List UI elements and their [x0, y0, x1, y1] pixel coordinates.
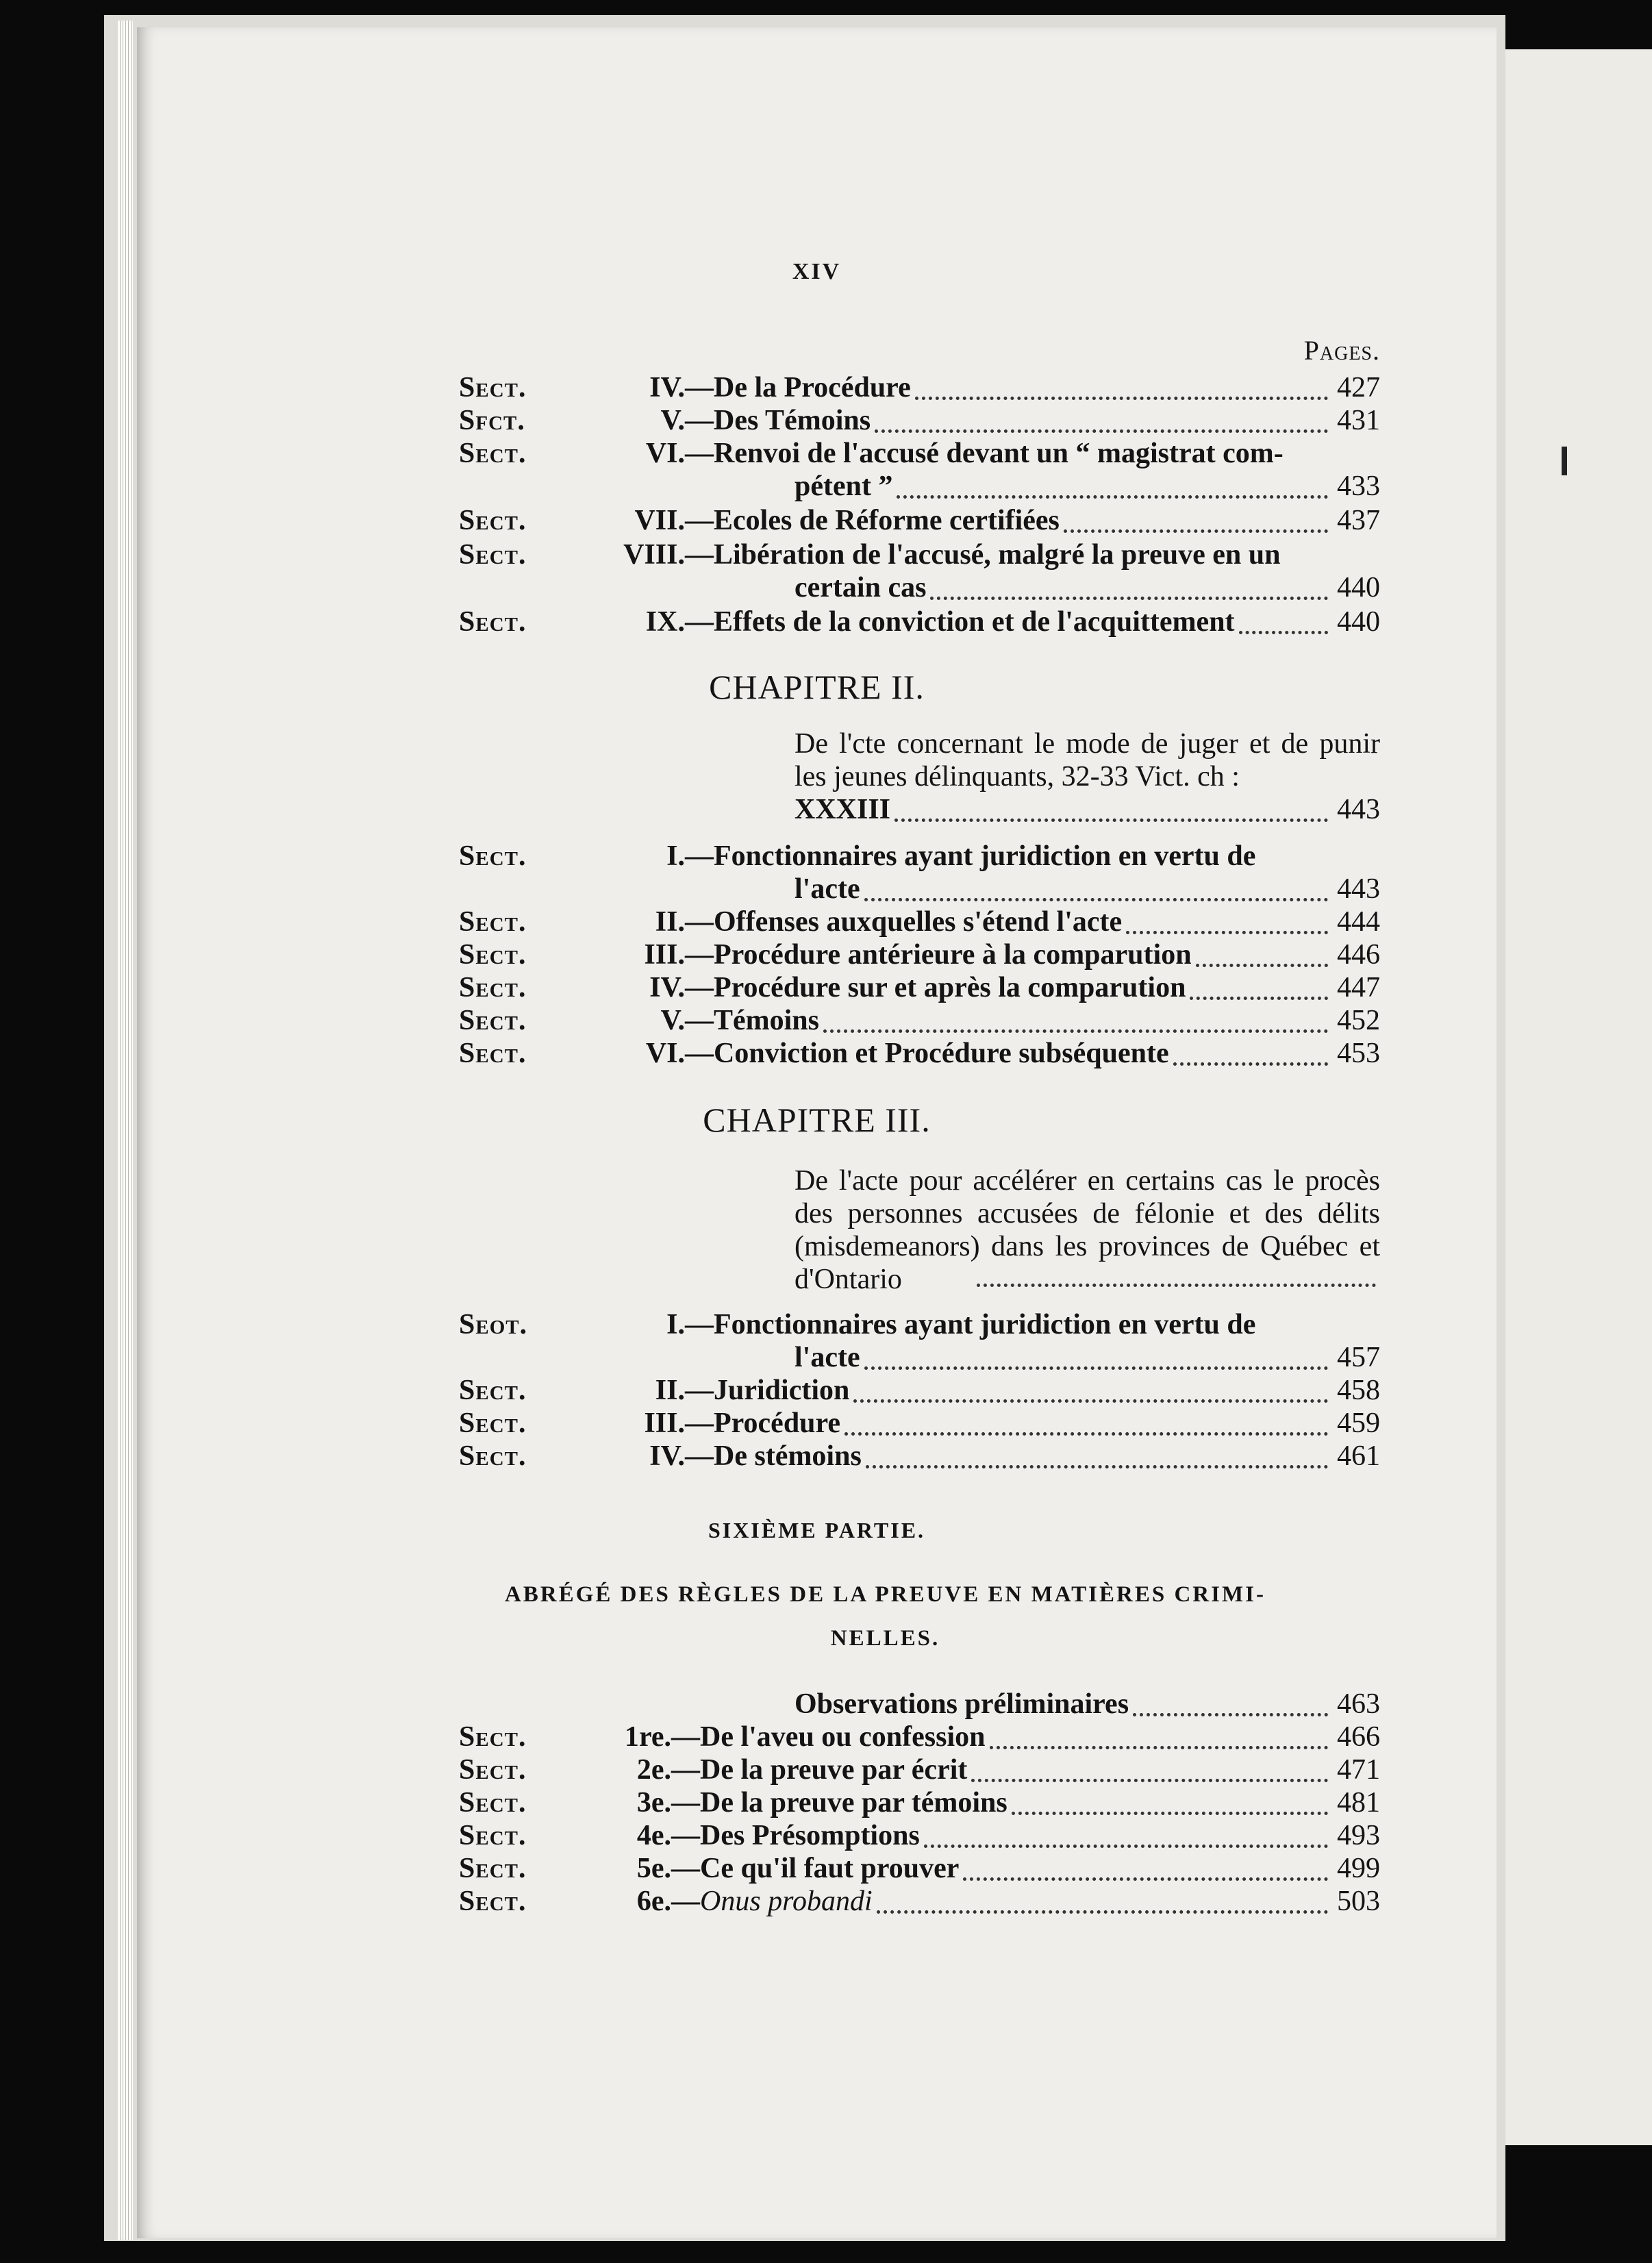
leader-dots [930, 588, 1328, 600]
page-reference[interactable]: 440 [1337, 606, 1380, 638]
section-title: XXXIII [794, 794, 891, 825]
section-number: I. [666, 1309, 685, 1340]
leader-dots [894, 810, 1328, 822]
toc-entry [459, 605, 1380, 638]
toc-entry [459, 1440, 1380, 1473]
section-title: —De la Procédure [685, 372, 911, 403]
section-number: 6e. [636, 1886, 671, 1917]
section-label: Sect. [459, 1886, 527, 1917]
section-title: —Témoins [685, 1005, 820, 1036]
part-subtitle-line: ABRÉGÉ DES RÈGLES DE LA PREUVE EN MATIÈRES CRIMI- [505, 1582, 1266, 1607]
section-label: Sect. [459, 1005, 527, 1036]
section-number: IV. [649, 972, 685, 1003]
section-label: Sect. [459, 1038, 527, 1069]
table-of-contents [137, 27, 1497, 2238]
page-reference[interactable]: 499 [1337, 1853, 1380, 1884]
chapter-intro: De l'cte concernant le mode de juger et de punir les jeunes délinquants, 32-33 Vict. ch : [794, 728, 1380, 792]
toc-entry [459, 1753, 1380, 1786]
page-reference[interactable]: 503 [1337, 1886, 1380, 1917]
leader-dots [866, 1457, 1328, 1468]
section-label: Sect. [459, 840, 527, 872]
chapter-heading: CHAPITRE II. [709, 668, 925, 706]
section-title: pétent ” [794, 471, 893, 502]
page-reference[interactable]: 452 [1337, 1005, 1380, 1036]
page-reference[interactable]: 444 [1337, 906, 1380, 938]
toc-entry [459, 371, 1380, 404]
page-reference[interactable]: 458 [1337, 1375, 1380, 1406]
section-label: Sect. [459, 372, 527, 403]
section-label: Sect. [459, 1787, 527, 1818]
toc-entry [794, 470, 1380, 503]
page-reference[interactable]: 453 [1337, 1038, 1380, 1069]
toc-entry [459, 1819, 1380, 1852]
section-label: Sect. [459, 972, 527, 1003]
section-title: l'acte [794, 873, 860, 905]
page-reference[interactable]: 443 [1337, 794, 1380, 825]
section-title: certain cas [794, 572, 927, 603]
section-title: —Procédure antérieure à la comparution [685, 939, 1192, 971]
section-title: —Onus probandi [671, 1886, 873, 1917]
page-reference[interactable]: 431 [1337, 405, 1380, 436]
part-title: SIXIÈME PARTIE. [708, 1518, 926, 1542]
toc-entry [794, 571, 1380, 604]
leader-dots [1173, 1054, 1328, 1066]
section-title: —Libération de l'accusé, malgré la preuve en un [685, 539, 1281, 571]
toc-entry [459, 1407, 1380, 1440]
section-number: 1re. [624, 1721, 671, 1753]
toc-entry [459, 938, 1380, 971]
page-reference[interactable]: 493 [1337, 1820, 1380, 1851]
leader-dots [1064, 521, 1328, 533]
section-label: Sect. [459, 1440, 527, 1472]
section-label: Sect. [459, 1721, 527, 1753]
leader-dots [977, 1275, 1376, 1287]
toc-entry [459, 1852, 1380, 1885]
leader-dots [877, 1902, 1328, 1914]
section-title: —Juridiction [685, 1375, 850, 1406]
section-label: Sect. [459, 1375, 527, 1406]
page-reference[interactable]: 446 [1337, 939, 1380, 971]
section-number: IV. [649, 1440, 685, 1472]
chapter-heading: CHAPITRE III. [703, 1101, 931, 1139]
section-label: Sect. [459, 1754, 527, 1786]
page-reference[interactable]: 447 [1337, 972, 1380, 1003]
section-number: V. [660, 405, 685, 436]
leader-dots [963, 1869, 1328, 1881]
section-title: —Renvoi de l'accusé devant un “ magistrat com- [685, 438, 1284, 469]
toc-entry [459, 1004, 1380, 1037]
toc-entry [459, 1374, 1380, 1407]
toc-entry [459, 437, 1380, 470]
toc-entry [794, 793, 1380, 826]
page-reference[interactable]: 440 [1337, 572, 1380, 603]
section-title: —Procédure [685, 1408, 841, 1439]
toc-entry [794, 873, 1380, 905]
toc-entry [459, 1037, 1380, 1070]
section-number: VII. [634, 505, 685, 536]
section-label: Sect. [459, 539, 527, 571]
section-number: 5e. [636, 1853, 671, 1884]
section-title: —Conviction et Procédure subséquente [685, 1038, 1169, 1069]
toc-entry [459, 1885, 1380, 1918]
section-label: Sect. [459, 438, 527, 469]
page-number: XIV [792, 259, 842, 284]
leader-dots [971, 1771, 1328, 1782]
section-title: —Ecoles de Réforme certifiées [685, 505, 1060, 536]
section-label: Sect. [459, 1820, 527, 1851]
leader-dots [864, 1358, 1328, 1370]
page-reference[interactable]: 481 [1337, 1787, 1380, 1818]
toc-entry [459, 1721, 1380, 1753]
section-title: —De la preuve par écrit [671, 1754, 968, 1786]
toc-entry [459, 1786, 1380, 1819]
section-number: IX. [645, 606, 685, 638]
leader-dots [875, 421, 1328, 433]
section-title-italic: Onus probandi [700, 1886, 873, 1917]
page-reference[interactable]: 457 [1337, 1342, 1380, 1373]
section-title: —De l'aveu ou confession [671, 1721, 986, 1753]
section-title: —Des Témoins [685, 405, 871, 436]
toc-entry [459, 905, 1380, 938]
section-number: 3e. [636, 1787, 671, 1818]
leader-dots [823, 1021, 1328, 1033]
section-title: —Fonctionnaires ayant juridiction en vertu de [685, 840, 1256, 872]
section-number: VIII. [623, 539, 685, 571]
leader-dots [1012, 1803, 1328, 1815]
leader-dots [1133, 1705, 1328, 1716]
page-reference[interactable]: 463 [1337, 1688, 1380, 1720]
toc-entry [459, 971, 1380, 1004]
section-title: —Effets de la conviction et de l'acquittement [685, 606, 1235, 638]
leader-dots [897, 487, 1328, 499]
section-number: VI. [645, 438, 685, 469]
toc-entry [459, 538, 1380, 571]
toc-entry [794, 1341, 1380, 1374]
book-page [137, 27, 1497, 2238]
leader-dots [853, 1391, 1328, 1403]
section-number: III. [644, 939, 685, 971]
section-number: II. [655, 1375, 685, 1406]
leader-dots [1196, 955, 1328, 967]
part-subtitle [342, 1573, 1428, 1660]
section-label: Sect. [459, 906, 527, 938]
toc-entry [459, 840, 1380, 873]
part-subtitle-line: NELLES. [830, 1626, 940, 1651]
section-number: II. [655, 906, 685, 938]
page-reference[interactable]: 461 [1337, 1440, 1380, 1472]
page-reference[interactable]: 427 [1337, 372, 1380, 403]
section-number: V. [660, 1005, 685, 1036]
leader-dots [1126, 923, 1328, 934]
section-label: Sect. [459, 606, 527, 638]
section-title: —De stémoins [685, 1440, 862, 1472]
section-number: IV. [649, 372, 685, 403]
section-number: I. [666, 840, 685, 872]
section-label: Seot. [459, 1309, 528, 1340]
section-title: —Ce qu'il faut prouver [671, 1853, 960, 1884]
page-reference[interactable]: 466 [1337, 1721, 1380, 1753]
section-title: —Procédure sur et après la comparution [685, 972, 1186, 1003]
page-reference[interactable]: 437 [1337, 505, 1380, 536]
section-label: Sfct. [459, 405, 525, 436]
section-title: —Fonctionnaires ayant juridiction en vertu de [685, 1309, 1256, 1340]
section-title: —Offenses auxquelles s'étend l'acte [685, 906, 1123, 938]
leader-dots [1190, 988, 1328, 1000]
leader-dots [844, 1424, 1328, 1436]
leader-dots [1239, 623, 1328, 634]
chapter-intro: De l'acte pour accélérer en certains cas le procès des personnes accusées de félonie et des délits (misdemeanors) dans les provinces de Québec et d'Ontario [794, 1165, 1380, 1295]
leader-dots [864, 890, 1328, 901]
adjacent-page-mark [1562, 447, 1567, 475]
toc-entry [459, 404, 1380, 437]
section-number: 4e. [636, 1820, 671, 1851]
leader-dots [990, 1738, 1328, 1749]
section-number: III. [644, 1408, 685, 1439]
section-title: Observations préliminaires [794, 1688, 1129, 1720]
adjacent-page-edge [1504, 49, 1652, 2145]
section-number: 2e. [636, 1754, 671, 1786]
leader-dots [915, 388, 1328, 400]
toc-entry [459, 504, 1380, 537]
section-label: Sect. [459, 1408, 527, 1439]
intro-leader [973, 1263, 1380, 1287]
toc-entry [459, 1308, 1380, 1341]
page-reference[interactable]: 443 [1337, 873, 1380, 905]
leader-dots [924, 1836, 1328, 1848]
section-label: Sect. [459, 505, 527, 536]
page-reference[interactable]: 433 [1337, 471, 1380, 502]
page-reference[interactable]: 459 [1337, 1408, 1380, 1439]
section-title: —De la preuve par témoins [671, 1787, 1008, 1818]
pages-column-header: Pages. [1303, 335, 1380, 366]
section-title: l'acte [794, 1342, 860, 1373]
section-label: Sect. [459, 1853, 527, 1884]
page-reference[interactable]: 471 [1337, 1754, 1380, 1786]
section-number: VI. [645, 1038, 685, 1069]
toc-entry [794, 1688, 1380, 1721]
section-title: —Des Présomptions [671, 1820, 920, 1851]
section-label: Sect. [459, 939, 527, 971]
